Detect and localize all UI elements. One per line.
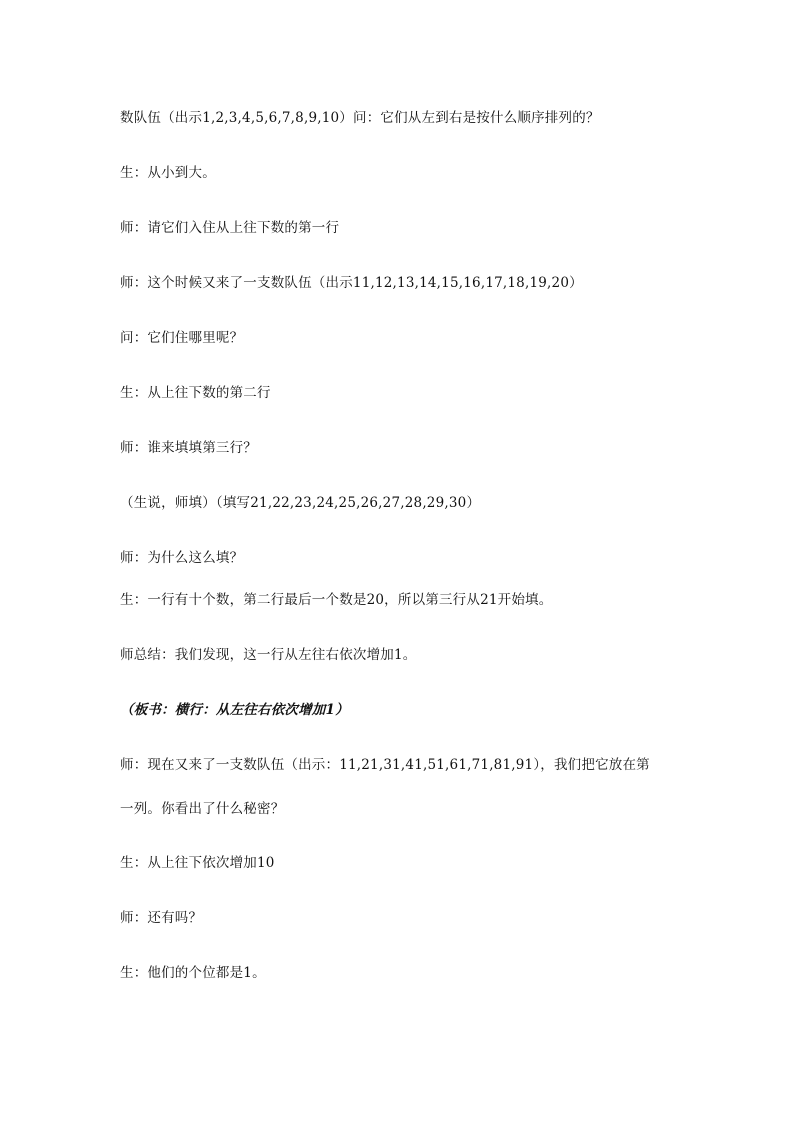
paragraph-13: 师：现在又来了一支数队伍（出示：11,21,31,41,51,61,71,81,91），我们把它放在第 [120,757,650,773]
paragraph-3: 师：请它们入住从上往下数的第一行 [120,220,340,236]
paragraph-16: 师：还有吗？ [120,910,203,926]
paragraph-8: （生说，师填）（填写21,22,23,24,25,26,27,28,29,30） [120,495,481,511]
paragraph-15: 生：从上往下依次增加10 [120,855,275,871]
paragraph-6: 生：从上往下数的第二行 [120,385,271,401]
paragraph-14: 一列。你看出了什么秘密？ [120,801,285,817]
paragraph-11: 师总结：我们发现，这一行从左往右依次增加1。 [120,647,417,663]
paragraph-2: 生：从小到大。 [120,165,216,181]
paragraph-4: 师：这个时候又来了一支数队伍（出示11,12,13,14,15,16,17,18,19,20） [120,275,583,291]
board-writing-note: （板书：横行：从左往右依次增加1） [120,702,349,718]
paragraph-7: 师：谁来填填第三行？ [120,440,257,456]
paragraph-9: 师：为什么这么填？ [120,550,244,566]
paragraph-17: 生：他们的个位都是1。 [120,965,266,981]
paragraph-5: 问：它们住哪里呢？ [120,330,244,346]
paragraph-1: 数队伍（出示1,2,3,4,5,6,7,8,9,10）问：它们从左到右是按什么顺序排列的？ [120,110,600,126]
paragraph-10: 生：一行有十个数，第二行最后一个数是20，所以第三行从21开始填。 [120,592,553,608]
